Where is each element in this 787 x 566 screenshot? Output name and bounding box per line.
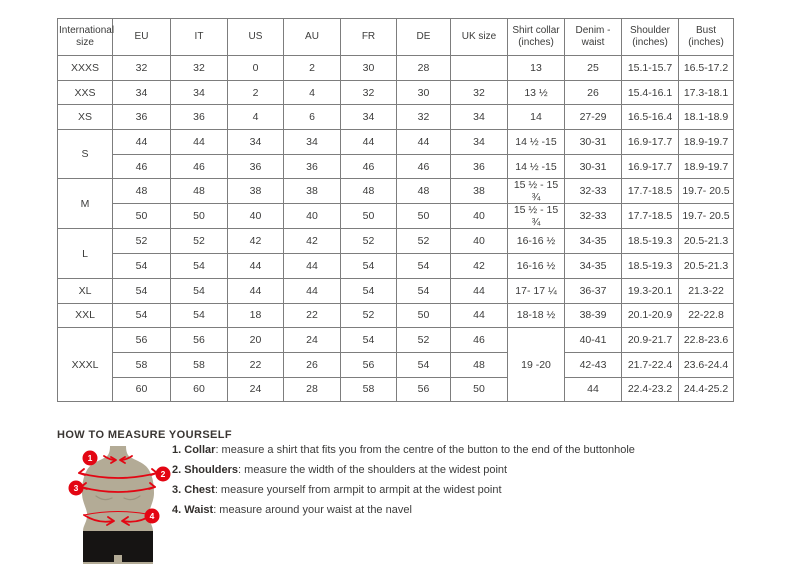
measurement-figure <box>58 445 180 566</box>
table-cell: 46 <box>341 154 397 179</box>
table-cell: 42 <box>284 229 341 254</box>
table-cell: 54 <box>171 278 228 303</box>
table-cell: 54 <box>397 254 451 279</box>
table-cell: 36 <box>451 154 508 179</box>
table-row <box>58 229 734 254</box>
list-item <box>172 504 635 516</box>
table-row <box>58 303 734 328</box>
table-cell: 15.1-15.7 <box>622 56 679 81</box>
table-cell: 42 <box>228 229 284 254</box>
table-cell: 48 <box>171 179 228 204</box>
table-cell: 54 <box>113 278 171 303</box>
table-cell: 17.3-18.1 <box>679 80 734 105</box>
table-cell: 44 <box>284 254 341 279</box>
table-cell: 15 ½ - 15 ¾ <box>508 204 565 229</box>
size-chart-table <box>57 18 734 402</box>
table-cell: 40-41 <box>565 328 622 353</box>
table-cell: L <box>58 229 113 278</box>
table-cell: 54 <box>341 254 397 279</box>
table-cell: 34 <box>341 105 397 130</box>
table-cell: 54 <box>171 303 228 328</box>
instruction-number: 1. <box>172 444 182 456</box>
table-cell: 24 <box>228 377 284 402</box>
table-cell: 44 <box>228 254 284 279</box>
table-cell: 54 <box>397 278 451 303</box>
table-cell: 16.9-17.7 <box>622 130 679 155</box>
instruction-term: Collar <box>184 444 216 456</box>
table-cell: 46 <box>113 154 171 179</box>
table-cell: 32 <box>341 80 397 105</box>
table-cell: 36-37 <box>565 278 622 303</box>
table-cell: 18.5-19.3 <box>622 254 679 279</box>
table-cell: 44 <box>113 130 171 155</box>
table-cell: 23.6-24.4 <box>679 352 734 377</box>
marker-2-number: 2 <box>160 469 166 479</box>
table-row <box>58 352 734 377</box>
table-cell: 46 <box>171 154 228 179</box>
table-cell: 18.9-19.7 <box>679 130 734 155</box>
table-cell: 54 <box>113 254 171 279</box>
table-cell: 38-39 <box>565 303 622 328</box>
table-cell: 38 <box>284 179 341 204</box>
table-cell: 36 <box>113 105 171 130</box>
table-cell: 15 ½ - 15 ¾ <box>508 179 565 204</box>
table-cell: 20.5-21.3 <box>679 229 734 254</box>
table-cell: 20.9-21.7 <box>622 328 679 353</box>
instruction-text: : measure a shirt that fits you from the centre of the button to the end of the buttonhole <box>215 444 635 456</box>
table-cell <box>451 56 508 81</box>
table-cell: 50 <box>171 204 228 229</box>
table-cell: 34 <box>228 130 284 155</box>
table-cell: 48 <box>113 179 171 204</box>
table-cell: 24.4-25.2 <box>679 377 734 402</box>
table-cell: 44 <box>228 278 284 303</box>
table-cell: M <box>58 179 113 229</box>
measure-instructions-list <box>172 444 635 524</box>
table-cell: 52 <box>397 328 451 353</box>
table-cell: 58 <box>341 377 397 402</box>
column-header: FR <box>341 19 397 56</box>
column-header: International size <box>58 19 113 56</box>
table-cell: 22-22.8 <box>679 303 734 328</box>
table-cell: 16.5-17.2 <box>679 56 734 81</box>
table-cell: 34 <box>451 105 508 130</box>
table-cell: 20.5-21.3 <box>679 254 734 279</box>
table-cell: 52 <box>113 229 171 254</box>
table-cell: 50 <box>397 303 451 328</box>
table-cell: 18 <box>228 303 284 328</box>
table-cell: 54 <box>397 352 451 377</box>
table-row <box>58 80 734 105</box>
instruction-term: Waist <box>184 504 214 516</box>
table-body <box>58 56 734 402</box>
table-cell: 21.7-22.4 <box>622 352 679 377</box>
table-cell: 58 <box>171 352 228 377</box>
table-row <box>58 179 734 204</box>
table-cell: 16.9-17.7 <box>622 154 679 179</box>
instruction-term: Shoulders <box>184 464 239 476</box>
table-cell: 48 <box>451 352 508 377</box>
column-header: US <box>228 19 284 56</box>
table-cell: 38 <box>228 179 284 204</box>
table-cell: 56 <box>113 328 171 353</box>
table-cell: 18.9-19.7 <box>679 154 734 179</box>
table-cell: 34 <box>451 130 508 155</box>
table-cell: 32-33 <box>565 204 622 229</box>
table-row <box>58 130 734 155</box>
table-cell: 30-31 <box>565 154 622 179</box>
table-cell: 2 <box>284 56 341 81</box>
table-cell: 34 <box>284 130 341 155</box>
table-cell: 56 <box>397 377 451 402</box>
table-cell: 32 <box>113 56 171 81</box>
table-cell: 42-43 <box>565 352 622 377</box>
measure-section-heading: HOW TO MEASURE YOURSELF <box>57 429 233 441</box>
table-cell: 60 <box>113 377 171 402</box>
table-cell: 46 <box>397 154 451 179</box>
marker-3-number: 3 <box>73 483 79 493</box>
table-cell: 22 <box>228 352 284 377</box>
column-header: DE <box>397 19 451 56</box>
instruction-number: 4. <box>172 504 182 516</box>
table-row <box>58 154 734 179</box>
table-cell: 50 <box>341 204 397 229</box>
table-cell: 18-18 ½ <box>508 303 565 328</box>
table-cell: 16-16 ½ <box>508 254 565 279</box>
column-header: AU <box>284 19 341 56</box>
table-cell: 44 <box>451 278 508 303</box>
table-cell: 4 <box>284 80 341 105</box>
table-cell: 60 <box>171 377 228 402</box>
table-cell: 44 <box>451 303 508 328</box>
column-header: Shoulder (inches) <box>622 19 679 56</box>
table-cell: 58 <box>113 352 171 377</box>
table-cell: 19 -20 <box>508 328 565 402</box>
table-cell: 34 <box>113 80 171 105</box>
table-cell: 40 <box>284 204 341 229</box>
table-cell: 34 <box>171 80 228 105</box>
table-cell: 30 <box>397 80 451 105</box>
instruction-text: : measure the width of the shoulders at the widest point <box>238 464 508 476</box>
table-cell: 20.1-20.9 <box>622 303 679 328</box>
table-cell: 13 ½ <box>508 80 565 105</box>
table-cell: XL <box>58 278 113 303</box>
table-cell: 22.8-23.6 <box>679 328 734 353</box>
marker-1-number: 1 <box>87 453 93 463</box>
table-row <box>58 56 734 81</box>
table-cell: 32 <box>397 105 451 130</box>
table-cell: 21.3-22 <box>679 278 734 303</box>
table-cell: 40 <box>451 204 508 229</box>
table-cell: 26 <box>284 352 341 377</box>
table-cell: 0 <box>228 56 284 81</box>
table-cell: 34-35 <box>565 254 622 279</box>
table-cell: 52 <box>341 303 397 328</box>
table-cell: 54 <box>171 254 228 279</box>
table-cell: 54 <box>341 328 397 353</box>
column-header: Bust (inches) <box>679 19 734 56</box>
table-cell: 32 <box>171 56 228 81</box>
table-cell: 24 <box>284 328 341 353</box>
table-row <box>58 278 734 303</box>
table-cell: 54 <box>341 278 397 303</box>
table-cell: 48 <box>341 179 397 204</box>
table-cell: 17.7-18.5 <box>622 204 679 229</box>
table-cell: 56 <box>171 328 228 353</box>
table-cell: 32-33 <box>565 179 622 204</box>
column-header: Denim - waist <box>565 19 622 56</box>
table-cell: S <box>58 130 113 179</box>
table-cell: 44 <box>284 278 341 303</box>
table-row <box>58 204 734 229</box>
table-cell: 44 <box>565 377 622 402</box>
table-cell: 2 <box>228 80 284 105</box>
table-cell: 50 <box>113 204 171 229</box>
table-cell: 14 <box>508 105 565 130</box>
table-cell: 26 <box>565 80 622 105</box>
table-cell: 16.5-16.4 <box>622 105 679 130</box>
table-cell: 28 <box>284 377 341 402</box>
instruction-text: : measure around your waist at the navel <box>213 504 412 516</box>
table-cell: 52 <box>341 229 397 254</box>
header-row <box>58 19 734 56</box>
instruction-number: 2. <box>172 464 182 476</box>
table-cell: 40 <box>451 229 508 254</box>
table-cell: 44 <box>341 130 397 155</box>
table-cell: XS <box>58 105 113 130</box>
table-cell: 52 <box>397 229 451 254</box>
table-cell: 22 <box>284 303 341 328</box>
table-cell: XXXS <box>58 56 113 81</box>
list-item <box>172 484 635 496</box>
table-cell: 50 <box>397 204 451 229</box>
table-cell: 40 <box>228 204 284 229</box>
table-cell: 14 ½ -15 <box>508 154 565 179</box>
table-cell: 36 <box>284 154 341 179</box>
table-cell: 36 <box>171 105 228 130</box>
table-cell: 18.1-18.9 <box>679 105 734 130</box>
mannequin-illustration <box>58 445 180 566</box>
table-cell: 27-29 <box>565 105 622 130</box>
table-cell: 46 <box>451 328 508 353</box>
table-cell: 42 <box>451 254 508 279</box>
table-row <box>58 328 734 353</box>
table-cell: 20 <box>228 328 284 353</box>
table-cell: 44 <box>171 130 228 155</box>
table-cell: 4 <box>228 105 284 130</box>
table-cell: 14 ½ -15 <box>508 130 565 155</box>
table-cell: 13 <box>508 56 565 81</box>
table-cell: 54 <box>113 303 171 328</box>
table-cell: 38 <box>451 179 508 204</box>
table-cell: 34-35 <box>565 229 622 254</box>
table-cell: 18.5-19.3 <box>622 229 679 254</box>
table-cell: 30-31 <box>565 130 622 155</box>
table-cell: 16-16 ½ <box>508 229 565 254</box>
table-cell: 17- 17 ¼ <box>508 278 565 303</box>
table-cell: 48 <box>397 179 451 204</box>
column-header: EU <box>113 19 171 56</box>
table-cell: 25 <box>565 56 622 81</box>
table-cell: XXL <box>58 303 113 328</box>
table-cell: 30 <box>341 56 397 81</box>
table-cell: 6 <box>284 105 341 130</box>
table-cell: 15.4-16.1 <box>622 80 679 105</box>
table-cell: 19.7- 20.5 <box>679 179 734 204</box>
column-header: IT <box>171 19 228 56</box>
marker-4-number: 4 <box>149 511 155 521</box>
table-row <box>58 377 734 402</box>
table-row <box>58 254 734 279</box>
table-cell: 19.3-20.1 <box>622 278 679 303</box>
list-item <box>172 444 635 456</box>
instruction-term: Chest <box>184 484 215 496</box>
column-header: UK size <box>451 19 508 56</box>
column-header: Shirt collar (inches) <box>508 19 565 56</box>
table-cell: 32 <box>451 80 508 105</box>
list-item <box>172 464 635 476</box>
table-cell: 17.7-18.5 <box>622 179 679 204</box>
table-cell: 36 <box>228 154 284 179</box>
table-cell: 28 <box>397 56 451 81</box>
table-cell: 56 <box>341 352 397 377</box>
table-cell: XXXL <box>58 328 113 402</box>
table-cell: 19.7- 20.5 <box>679 204 734 229</box>
instruction-text: : measure yourself from armpit to armpit at the widest point <box>214 484 502 496</box>
table-cell: 22.4-23.2 <box>622 377 679 402</box>
table-cell: 44 <box>397 130 451 155</box>
table-row <box>58 105 734 130</box>
table-cell: XXS <box>58 80 113 105</box>
instruction-number: 3. <box>172 484 182 496</box>
table-cell: 50 <box>451 377 508 402</box>
table-cell: 52 <box>171 229 228 254</box>
